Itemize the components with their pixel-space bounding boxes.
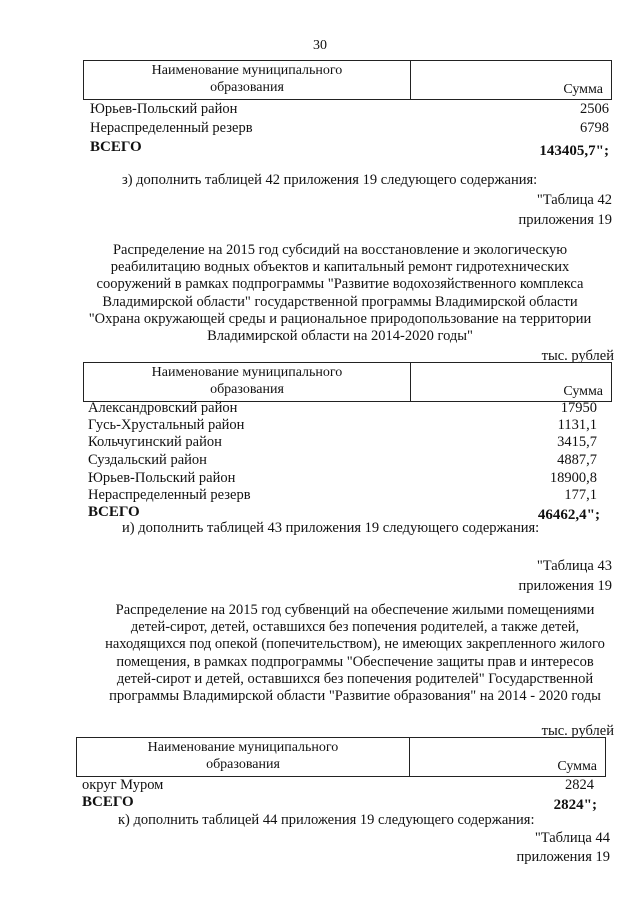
units-label: тыс. рублей [541, 348, 614, 364]
row-value: 18900,8 [549, 470, 597, 486]
table43-caption [519, 556, 612, 596]
table42-header-sum [411, 363, 611, 401]
caption-line2: приложения 19 [518, 578, 612, 594]
title-line: сооружений в рамках подпрограммы "Развитие водохозяйственного комплекса [96, 276, 584, 293]
table42-header [83, 362, 612, 402]
row-name: округ Муром [82, 777, 164, 793]
title-line: "Охрана окружающей среды и рациональное природопользование на территории [88, 310, 592, 327]
title-line: реабилитацию водных объектов и капитальный ремонт гидротехнических [110, 259, 570, 276]
total-value: 46462,4"; [537, 507, 600, 523]
table-row [88, 399, 597, 417]
total-label: ВСЕГО [82, 794, 134, 810]
title-line: Владимирской области" государственной программы Владимирской области [102, 293, 578, 310]
table-total-row [90, 138, 609, 159]
row-name: Кольчугинский район [88, 434, 222, 450]
row-name: Юрьев-Польский район [90, 101, 238, 117]
header-name-line2: образования [210, 382, 284, 397]
table-row [88, 469, 597, 487]
row-value: 177,1 [564, 487, 597, 503]
table-total-row [88, 503, 600, 521]
header-name-line1: Наименование муниципального [151, 365, 343, 380]
row-name: Нераспределенный резерв [88, 487, 251, 503]
table44-caption [517, 829, 610, 867]
row-value: 17950 [560, 400, 597, 416]
paragraph-i: и) дополнить таблицей 43 приложения 19 следующего содержания: [122, 520, 540, 536]
row-name: Суздальский район [88, 452, 207, 468]
title-line: детей-сирот и детей, оставшихся без попечения родителей" Государственной [116, 670, 594, 687]
table-row [88, 486, 597, 504]
header-name-line1: Наименование муниципального [151, 63, 343, 78]
header-name-line2: образования [206, 757, 280, 772]
title-line: помещения, в рамках подпрограммы "Обеспечение защиты прав и интересов [116, 653, 594, 670]
table42-title [60, 242, 620, 345]
row-value: 2824 [565, 777, 594, 793]
units-label: тыс. рублей [541, 723, 614, 739]
table-row [90, 100, 609, 118]
table-row [88, 416, 597, 434]
table43-header [76, 737, 606, 777]
header-sum-label: Сумма [563, 384, 603, 399]
table-row [90, 119, 609, 137]
header-name-line2: образования [210, 80, 284, 95]
header-sum-label: Сумма [563, 82, 603, 97]
title-line: Распределение на 2015 год субвенций на обеспечение жилыми помещениями [115, 602, 595, 618]
row-value: 4887,7 [557, 452, 597, 468]
row-name: Гусь-Хрустальный район [88, 417, 245, 433]
caption-line2: приложения 19 [516, 849, 610, 865]
caption-line1: "Таблица 42 [536, 192, 612, 208]
page-number: 30 [313, 38, 327, 53]
table-row [82, 776, 594, 794]
table1-header [83, 60, 612, 100]
total-label: ВСЕГО [90, 139, 142, 155]
table-total-row [82, 793, 597, 811]
title-line: Владимирской области на 2014-2020 годы" [207, 328, 473, 345]
caption-line2: приложения 19 [518, 212, 612, 228]
table42-caption [519, 190, 612, 230]
table-row [88, 451, 597, 469]
caption-line1: "Таблица 43 [536, 558, 612, 574]
row-value: 6798 [580, 120, 609, 136]
title-line: находящихся под опекой (попечительством), не имеющих закрепленного жилого [105, 636, 605, 653]
title-line: Распределение на 2015 год субсидий на восстановление и экологическую [112, 242, 568, 258]
row-name: Александровский район [88, 400, 238, 416]
total-label: ВСЕГО [88, 504, 140, 520]
row-value: 1131,1 [557, 417, 597, 433]
paragraph-k: к) дополнить таблицей 44 приложения 19 следующего содержания: [118, 812, 535, 828]
table43-title [70, 602, 640, 705]
total-value: 2824"; [553, 797, 597, 813]
row-name: Нераспределенный резерв [90, 120, 253, 136]
caption-line1: "Таблица 44 [534, 830, 610, 846]
row-value: 3415,7 [557, 434, 597, 450]
title-line: программы Владимирской области "Развитие образования" на 2014 - 2020 годы [109, 688, 601, 705]
paragraph-z: з) дополнить таблицей 42 приложения 19 следующего содержания: [122, 172, 538, 188]
table1-header-sum [411, 61, 611, 99]
title-line: детей-сирот, детей, оставшихся без попечения родителей, а также детей, [130, 619, 580, 636]
table42-header-name [84, 363, 411, 401]
table43-header-sum [410, 738, 605, 776]
row-value: 2506 [580, 101, 609, 117]
header-name-line1: Наименование муниципального [147, 740, 339, 755]
row-name: Юрьев-Польский район [88, 470, 236, 486]
table1-header-name [84, 61, 411, 99]
total-value: 143405,7"; [539, 143, 609, 159]
header-sum-label: Сумма [557, 759, 597, 774]
table-row [88, 433, 597, 451]
table43-header-name [77, 738, 410, 776]
